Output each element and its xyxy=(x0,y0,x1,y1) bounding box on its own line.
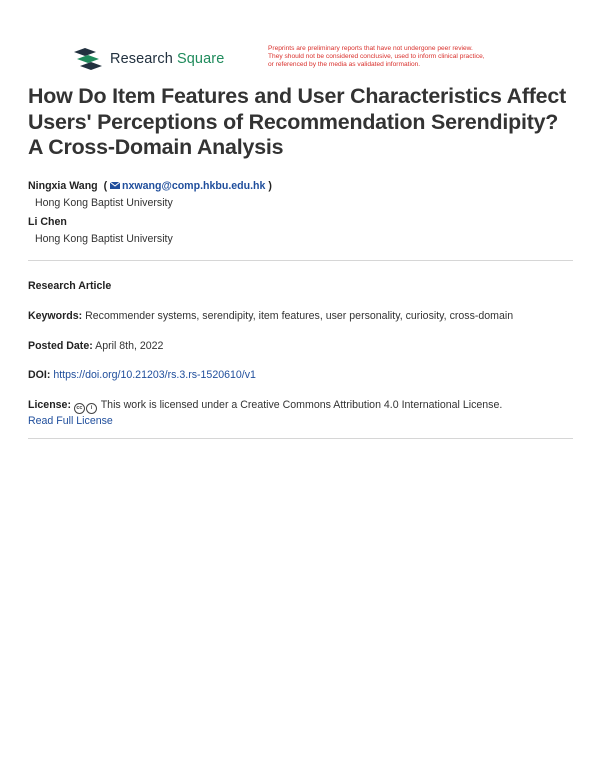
disclaimer-line: or referenced by the media as validated information. xyxy=(268,61,421,69)
article-type-label: Research Article xyxy=(28,280,112,292)
author-2 xyxy=(28,216,67,228)
divider xyxy=(28,260,573,261)
keywords-label: Keywords: xyxy=(28,310,83,322)
keywords-row xyxy=(28,309,576,324)
email-open-paren: ( xyxy=(103,180,108,192)
divider xyxy=(28,438,573,439)
disclaimer-line: They should not be considered conclusive, used to inform clinical practice, xyxy=(268,53,485,61)
keywords-value: Recommender systems, serendipity, item features, user personality, curiosity, cross-domain xyxy=(85,310,514,322)
doi-row xyxy=(28,368,576,383)
read-full-license-link[interactable]: Read Full License xyxy=(28,415,113,427)
article-type xyxy=(28,279,576,294)
doi-label: DOI: xyxy=(28,369,51,381)
disclaimer-line: Preprints are preliminary reports that have not undergone peer review. xyxy=(268,45,473,52)
logo-wordmark xyxy=(110,51,224,67)
author-email-link[interactable] xyxy=(110,180,265,192)
email-close-paren: ) xyxy=(268,180,272,192)
license-label: License: xyxy=(28,399,71,411)
logo-text-accent: Square xyxy=(177,51,225,67)
doi-link[interactable]: https://doi.org/10.21203/rs.3.rs-1520610/v1 xyxy=(53,369,256,381)
logo-text-main: Research xyxy=(110,51,173,67)
author-name: Ningxia Wang xyxy=(28,180,98,192)
page-header xyxy=(0,0,600,80)
license-text: This work is licensed under a Creative Commons Attribution 4.0 International License. xyxy=(100,399,503,411)
preprint-disclaimer xyxy=(268,45,558,70)
posted-date-value: April 8th, 2022 xyxy=(95,340,164,352)
research-square-logo-icon xyxy=(74,48,104,70)
creative-commons-icon: cc xyxy=(74,403,85,414)
author-name: Li Chen xyxy=(28,216,67,228)
author-email-wrapper xyxy=(101,180,272,192)
research-square-logo[interactable] xyxy=(74,48,224,70)
paper-title: How Do Item Features and User Characteristics Affect Users' Perceptions of Recommendation Serendipity? A Cross-Domain Analysis xyxy=(28,84,566,159)
posted-date-row xyxy=(28,339,576,354)
attribution-icon: i xyxy=(86,403,97,414)
author-1-affiliation: Hong Kong Baptist University xyxy=(35,197,173,209)
author-1 xyxy=(28,180,272,192)
license-row xyxy=(28,398,576,429)
author-2-affiliation: Hong Kong Baptist University xyxy=(35,233,173,245)
envelope-icon xyxy=(110,182,120,189)
posted-date-label: Posted Date: xyxy=(28,340,93,352)
author-email: nxwang@comp.hkbu.edu.hk xyxy=(122,180,266,192)
